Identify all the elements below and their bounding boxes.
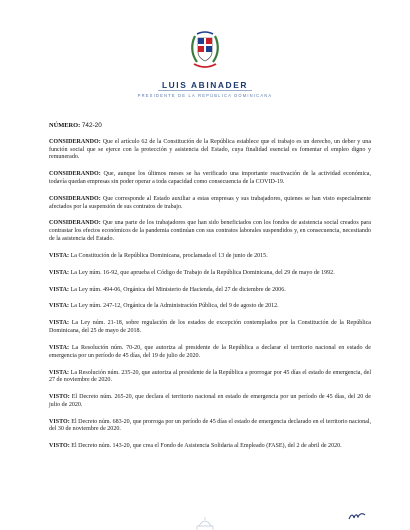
paragraph-label: CONSIDERANDO: xyxy=(49,139,101,145)
paragraph-text: Que el artículo 62 de la Constitución de la República establece que el trabajo es un derecho, un deber y una función social que se ejerce con la protección y asistencia del Estado, cuya finalidad esencial es fomentar el empleo digno y remunerado. xyxy=(49,139,371,161)
paragraph-text: El Decreto núm. 265-20, que declara el territorio nacional en estado de emergencia por un período de 45 días, del 20 de julio de 2020. xyxy=(49,394,371,408)
decree-number-label: NÚMERO: xyxy=(49,122,81,129)
paragraph-list xyxy=(49,139,371,451)
paragraph-label: CONSIDERANDO: xyxy=(49,195,101,202)
decree-paragraph xyxy=(49,171,371,186)
decree-paragraph xyxy=(49,320,371,335)
paragraph-label: VISTO: xyxy=(49,418,70,425)
decree-paragraph xyxy=(49,196,371,211)
paragraph-text: Que, aunque los últimos meses se ha verificado una importante reactivación de la actividad económica, todavía quedan empresas sin poder operar a toda capacidad como consecuencia de la COVID-19. xyxy=(49,171,371,185)
paragraph-label: VISTA: xyxy=(49,369,70,376)
paragraph-text: La Ley núm. 21-18, sobre regulación de los estados de excepción contemplados por la Constitución de la República Dominicana, del 25 de mayo de 2018. xyxy=(49,320,371,335)
decree-paragraph xyxy=(49,303,371,311)
paragraph-text: El Decreto núm. 683-20, que prorroga por un período de 45 días el estado de emergencia declarado en el territorio nacional, del 30 de noviembre de 2020. xyxy=(49,418,371,433)
decree-paragraph xyxy=(49,270,371,278)
decree-paragraph xyxy=(49,345,371,360)
decree-number-value: 742-20 xyxy=(81,122,102,129)
decree-number xyxy=(49,122,371,129)
paragraph-label: CONSIDERANDO: xyxy=(49,171,101,178)
signature-initials xyxy=(348,511,366,521)
paragraph-text: La Constitución de la República Dominicana, proclamada el 13 de junio de 2015. xyxy=(69,252,268,259)
decree-paragraph xyxy=(49,370,371,385)
palace-dome-icon xyxy=(193,516,217,530)
paragraph-text: La Ley núm. 494-06, Orgánica del Ministerio de Hacienda, del 27 de diciembre de 2006. xyxy=(69,286,286,293)
paragraph-label: VISTO: xyxy=(49,394,70,401)
decree-paragraph xyxy=(49,419,371,434)
decree-paragraph xyxy=(49,287,371,295)
paragraph-text: La Resolución núm. 235-20, que autoriza al presidente de la República a prorrogar por 45 días el estado de emergencia, del 27 de noviembre de 2020. xyxy=(49,369,371,384)
president-office: PRESIDENTE DE LA REPÚBLICA DOMINICANA xyxy=(137,93,273,98)
decree-paragraph xyxy=(49,253,371,261)
paragraph-label: VISTA: xyxy=(49,344,70,351)
decree-paragraph xyxy=(49,139,371,162)
decree-paragraph xyxy=(49,394,371,409)
paragraph-label: VISTA: xyxy=(49,320,70,327)
paragraph-text: La Ley núm. 16-92, que aprueba el Código de Trabajo de la República Dominicana, del 29 de mayo de 1992. xyxy=(69,269,335,276)
paragraph-text: La Ley núm. 247-12, Orgánica de la Administración Pública, del 9 de agosto de 2012. xyxy=(69,303,279,310)
paragraph-text: La Resolución núm. 70-20, que autoriza al presidente de la República a declarar el territorio nacional en estado de emergencia por un período de 45 días, del 19 de julio de 2020. xyxy=(49,344,371,359)
paragraph-label: CONSIDERANDO: xyxy=(49,220,101,227)
president-name: LUIS ABINADER xyxy=(161,80,249,90)
paragraph-text: Que una parte de los trabajadores que han sido beneficiados con los fondos de asistencia social creados para contrastar los efectos económicos de la pandemia continúan con sus contratos laborales suspendidos y, en consecuencia, necesitando de la asistencia del Estado. xyxy=(49,220,371,242)
paragraph-label: VISTA: xyxy=(49,269,70,276)
coat-of-arms-icon xyxy=(189,28,221,72)
paragraph-label: VISTO: xyxy=(49,443,70,450)
paragraph-label: VISTA: xyxy=(49,252,70,259)
header-divider xyxy=(158,90,252,91)
decree-paragraph xyxy=(49,443,371,451)
paragraph-label: VISTA: xyxy=(49,286,70,293)
decree-paragraph xyxy=(49,220,371,243)
paragraph-label: VISTA: xyxy=(49,303,70,310)
decree-body xyxy=(49,122,371,460)
paragraph-text: El Decreto núm. 143-20, que crea el Fondo de Asistencia Solidaria al Empleado (FASE), del 2 de abril de 2020. xyxy=(69,443,342,450)
paragraph-text: Que corresponde al Estado auxiliar a estas empresas y sus trabajadores, quienes se han visto especialmente afectados por la suspensión de sus contratos de trabajo. xyxy=(49,195,371,210)
